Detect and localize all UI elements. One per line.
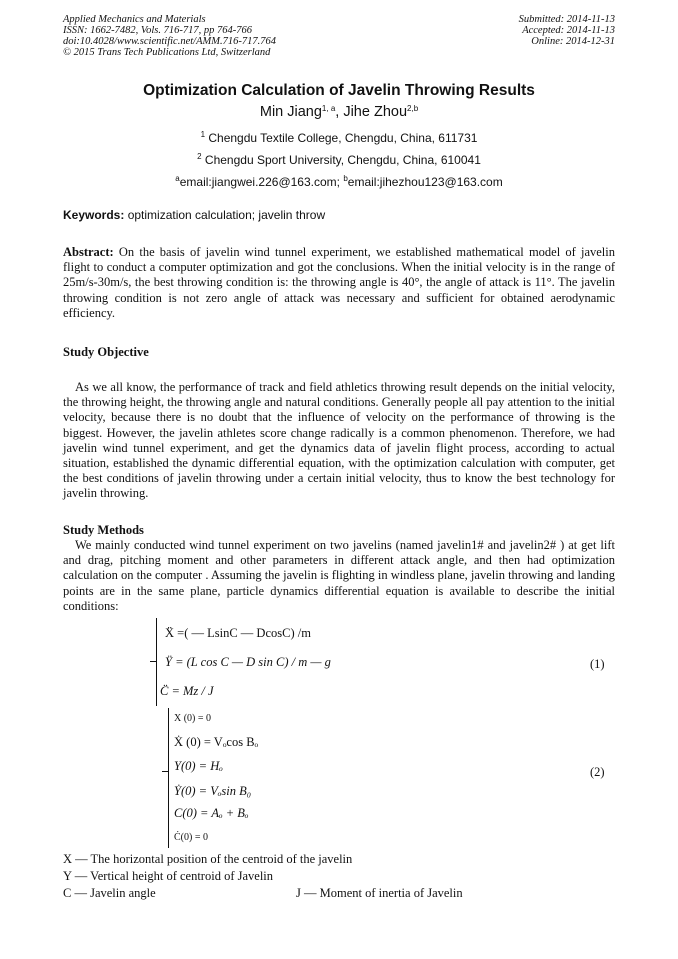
section-heading-methods: Study Methods	[63, 523, 144, 537]
equation-1-brace-tip	[150, 661, 156, 662]
accepted-date: Accepted: 2014-11-13	[522, 25, 615, 36]
author-1-affil: 1, a	[321, 104, 336, 113]
equation-2-brace-tip	[162, 771, 168, 772]
author-2-affil: 2,b	[407, 104, 419, 113]
journal-copyright: © 2015 Trans Tech Publications Ltd, Switzerland	[63, 47, 271, 58]
definition-c: C — Javelin angle	[63, 886, 156, 900]
submitted-date: Submitted: 2014-11-13	[518, 14, 615, 25]
author-1: Min Jiang	[259, 104, 322, 120]
keywords	[63, 208, 325, 222]
keywords-text: optimization calculation; javelin throw	[124, 208, 326, 222]
journal-doi: doi:10.4028/www.scientific.net/AMM.716-717.764	[63, 36, 276, 47]
equation-2-line-3: Y(0) = Hₒ	[174, 759, 223, 773]
affiliation-2-text: Chengdu Sport University, Chengdu, China, 610041	[201, 153, 481, 167]
affiliation-1	[0, 131, 678, 145]
journal-name: Applied Mechanics and Materials	[63, 14, 206, 25]
section-objective-body: As we all know, the performance of track and field athletics throwing result depends on the initial velocity, the throwing height, the throwing angle and natural conditions. Generally people all pay attention to the initial velocity, because there is no doubt that the influence of velocity on the performance of throwing is the biggest. However, the javelin athletes score change radically is a common phenomenon. Therefore, we had javelin wind tunnel experiment, and get the dynamics data of javelin flight process, according to actual situation, established the dynamic differential equation, with the optimization calculation with computer, get the best conditions of javelin throwing under a certain initial velocity, thus to know the best technology for javelin throwing.	[63, 380, 615, 501]
keywords-label: Keywords:	[63, 208, 125, 222]
equation-2-brace	[168, 708, 169, 848]
definition-j: J — Moment of inertia of Javelin	[296, 886, 463, 900]
journal-header-right	[519, 14, 615, 47]
equation-1-brace	[156, 618, 157, 706]
email-a: email:jiangwei.226@163.com;	[179, 175, 344, 189]
affiliation-1-num: 1	[200, 130, 206, 139]
equation-2-line-5: C(0) = Aₒ + Bₒ	[174, 806, 249, 820]
equation-1-number: (1)	[590, 657, 605, 671]
author-2: Jihe Zhou	[343, 104, 408, 120]
abstract-label: Abstract:	[63, 245, 114, 259]
author-separator: ,	[335, 104, 344, 120]
definition-y: Y — Vertical height of centroid of Javelin	[63, 869, 274, 883]
affiliation-2-num: 2	[197, 152, 202, 161]
journal-issn: ISSN: 1662-7482, Vols. 716-717, pp 764-766	[63, 25, 252, 36]
paper-title: Optimization Calculation of Javelin Throwing Results	[143, 82, 535, 99]
email-b-marker: b	[343, 174, 348, 183]
equation-1-line-y: Ÿ = (L cos C — D sin C) / m — g	[165, 655, 331, 669]
equation-2-line-4: Ẏ(0) = Vₒsin B₀	[174, 784, 252, 798]
equation-1-line-c: C̈ = Mz / J	[160, 684, 214, 698]
definition-x: X — The horizontal position of the centroid of the javelin	[63, 852, 353, 866]
email-b: email:jihezhou123@163.com	[347, 175, 503, 189]
online-date: Online: 2014-12-31	[531, 36, 615, 47]
equation-2-line-2: Ẋ (0) = Vₒcos Bₒ	[174, 735, 259, 749]
affiliation-2	[0, 153, 678, 167]
author-line	[0, 104, 678, 120]
abstract-text: On the basis of javelin wind tunnel experiment, we established mathematical model of javelin flight to conduct a computer optimization and got the conclusions. When the initial velocity is in the range of 25m/s-30m/s, the best throwing condition is: the throwing angle is 40°, the angle of attack is 11°. The javelin throwing condition is not zero angle of attack was necessary and sufficient for obtained aerodynamic efficiency.	[63, 245, 615, 320]
journal-header-left	[63, 14, 276, 58]
equation-2-number: (2)	[590, 765, 605, 779]
section-heading-objective: Study Objective	[63, 345, 149, 359]
email-line	[0, 175, 678, 189]
email-a-marker: a	[175, 174, 180, 183]
equation-1-line-x: Ẍ =( — LsinC — DcosC) /m	[165, 626, 311, 640]
equation-2-line-1: X (0) = 0	[174, 713, 212, 724]
affiliation-1-text: Chengdu Textile College, Chengdu, China, 611731	[205, 131, 478, 145]
abstract	[63, 245, 615, 321]
section-methods-body: We mainly conducted wind tunnel experiment on two javelins (named javelin1# and javelin2# ) at get lift and drag, pitching moment and other parameters in different attack angle, and then had optimization calculation on the computer . Assuming the javelin is flighting in windless plane, javelin throwing and landing points are in the same plane, particle dynamics differential equation is available to describe the initial conditions:	[63, 538, 615, 613]
equation-2-line-6: Ċ(0) = 0	[174, 832, 208, 843]
